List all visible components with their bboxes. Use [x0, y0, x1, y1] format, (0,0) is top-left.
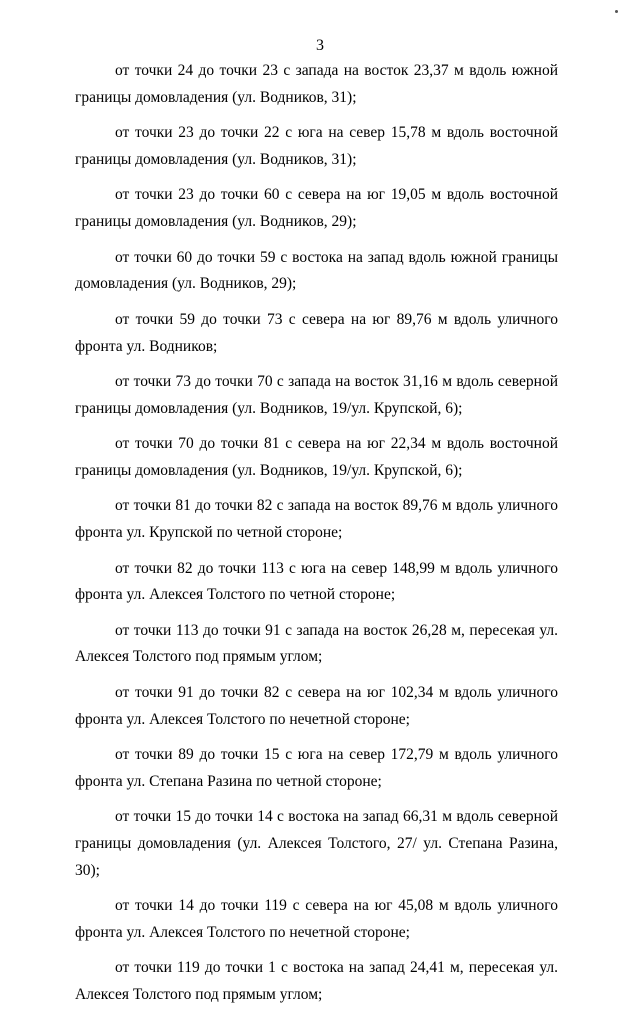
- boundary-segment: от точки 70 до точки 81 с севера на юг 22,34 м вдоль восточной границы домовладения (ул. Водников, 19/ул. Крупской, 6);: [75, 435, 558, 479]
- boundary-segment: от точки 24 до точки 23 с запада на восток 23,37 м вдоль южной границы домовладения (ул. Водников, 31);: [75, 62, 558, 106]
- boundary-segment: от точки 59 до точки 73 с севера на юг 89,76 м вдоль уличного фронта ул. Водников;: [75, 310, 558, 355]
- scan-speck: [615, 10, 618, 13]
- boundary-segment: от точки 23 до точки 22 с юга на север 15,78 м вдоль восточной границы домовладения (ул. Водников, 31);: [75, 124, 558, 168]
- boundary-segment: от точки 60 до точки 59 с востока на запад вдоль южной границы домовладения (ул. Водников, 29);: [75, 248, 558, 293]
- boundary-segment: от точки 81 до точки 82 с запада на восток 89,76 м вдоль уличного фронта ул. Крупской по четной стороне;: [75, 497, 558, 542]
- boundary-segment: от точки 89 до точки 15 с юга на север 172,79 м вдоль уличного фронта ул. Степана Разина по четной стороне;: [75, 746, 558, 790]
- boundary-segment: от точки 73 до точки 70 с запада на восток 31,16 м вдоль северной границы домовладения (ул. Водников, 19/ул. Крупской, 6);: [75, 372, 558, 417]
- boundary-description: [75, 58, 558, 1018]
- page-number: 3: [316, 37, 324, 54]
- boundary-segment: от точки 82 до точки 113 с юга на север 148,99 м вдоль уличного фронта ул. Алексея Толстого по четной стороне;: [75, 559, 558, 604]
- boundary-segment: от точки 113 до точки 91 с запада на восток 26,28 м, пересекая ул. Алексея Толстого под прямым углом;: [75, 621, 558, 666]
- boundary-segment: от точки 15 до точки 14 с востока на запад 66,31 м вдоль северной границы домовладения (ул. Алексея Толстого, 27/ ул. Степана Разина, 30);: [75, 808, 558, 879]
- boundary-segment: от точки 23 до точки 60 с севера на юг 19,05 м вдоль восточной границы домовладения (ул. Водников, 29);: [75, 186, 558, 231]
- boundary-segment: от точки 14 до точки 119 с севера на юг 45,08 м вдоль уличного фронта ул. Алексея Толстого по нечетной стороне;: [75, 897, 558, 942]
- boundary-segment: от точки 119 до точки 1 с востока на запад 24,41 м, пересекая ул. Алексея Толстого под прямым углом;: [75, 959, 558, 1004]
- boundary-segment: от точки 91 до точки 82 с севера на юг 102,34 м вдоль уличного фронта ул. Алексея Толстого по нечетной стороне;: [75, 683, 558, 728]
